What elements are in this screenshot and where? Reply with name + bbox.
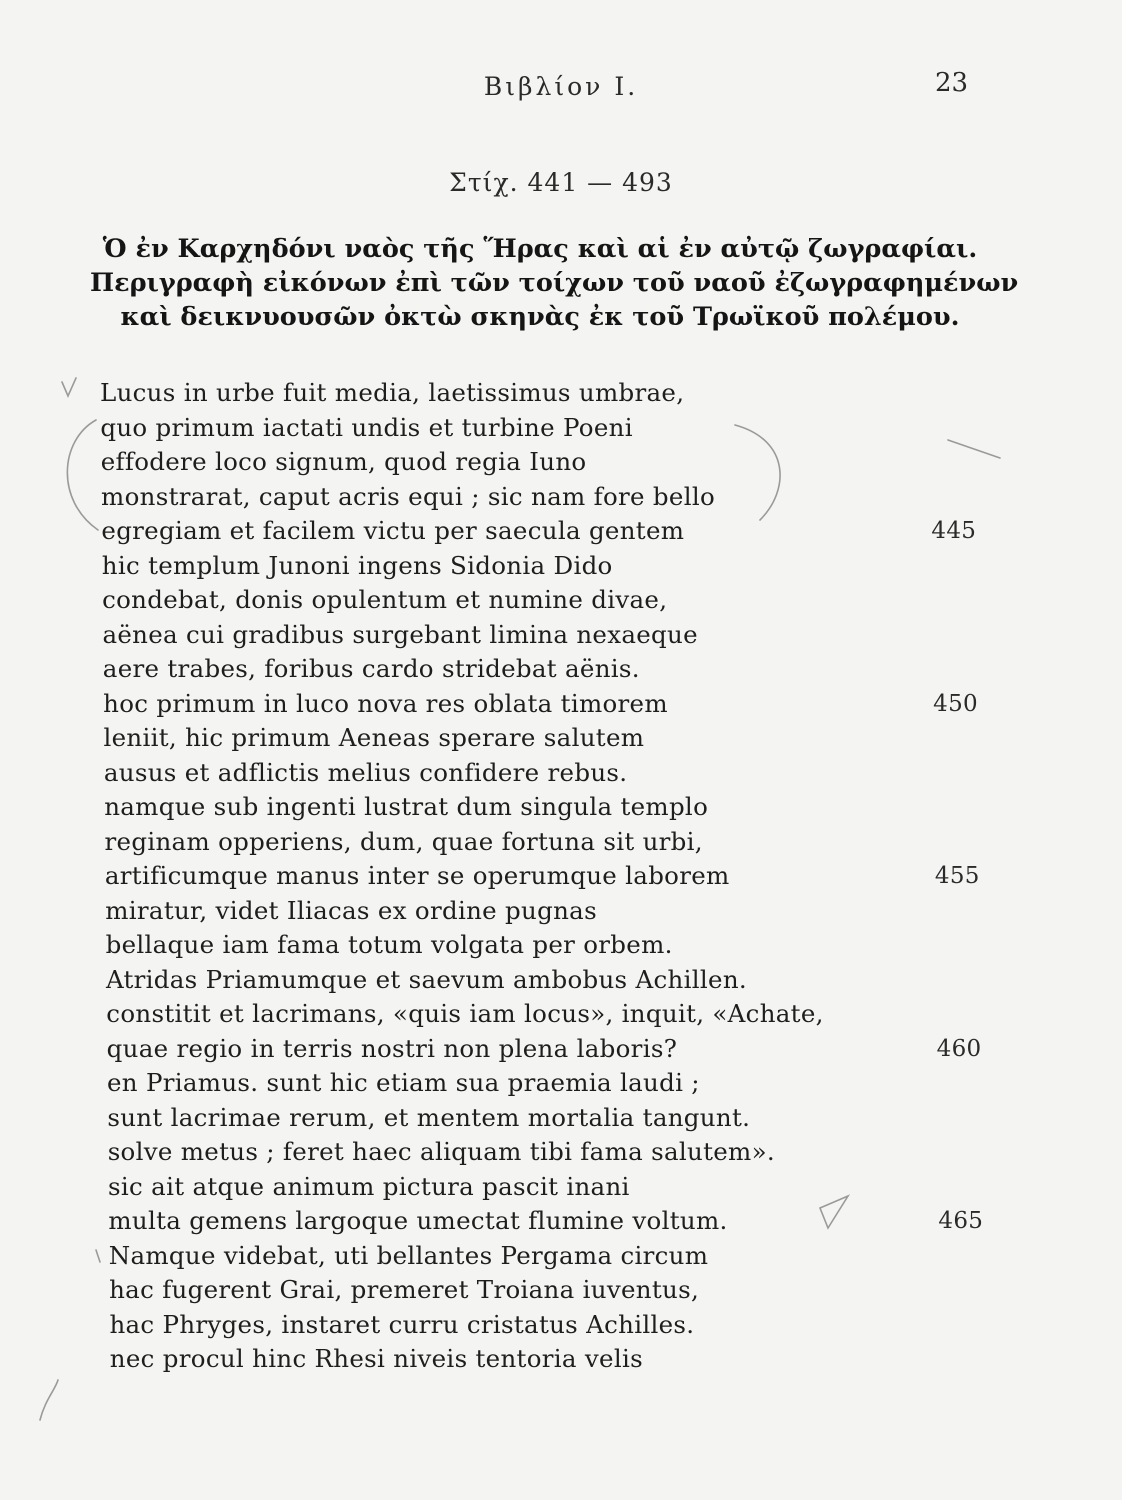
verse-line — [106, 997, 1020, 1032]
margin-check-mark — [62, 378, 76, 396]
line-number: 465 — [938, 1208, 984, 1234]
bracket-curve-left — [67, 420, 98, 530]
verse-line — [107, 1101, 1020, 1136]
verse-text: hic templum Junoni ingens Sidonia Dido — [101, 550, 613, 580]
verse-line — [104, 790, 1020, 825]
verse-line — [108, 1135, 1020, 1170]
verse-line — [105, 825, 1020, 860]
verse-line — [106, 928, 1020, 963]
verse-text: constitit et lacrimans, «quis iam locus», inquit, «Achate, — [106, 999, 824, 1028]
poem-text — [100, 376, 1020, 1377]
verse-line — [109, 1308, 1020, 1343]
verse-line — [100, 376, 1020, 411]
verse-line — [100, 411, 1020, 446]
heading-line: Περιγραφὴ εἰκόνων ἐπὶ τῶν τοίχων τοῦ ναοῦ ἐζωγραφημένων — [90, 268, 1019, 298]
verse-line — [103, 652, 1020, 687]
verse-text: condebat, donis opulentum et numine divae, — [102, 585, 668, 614]
verse-text: Namque videbat, uti bellantes Pergama circum — [108, 1240, 709, 1270]
verse-text: ausus et adflictis melius confidere rebus. — [103, 757, 628, 787]
verse-line — [101, 514, 1020, 549]
verse-text: en Priamus. sunt hic etiam sua praemia laudi ; — [107, 1068, 700, 1097]
verse-line — [108, 1170, 1020, 1205]
verse-line — [103, 687, 1020, 722]
section-heading — [90, 232, 1019, 334]
verse-line — [108, 1204, 1020, 1239]
verse-text: miratur, videt Iliacas ex ordine pugnas — [105, 895, 597, 925]
verse-line — [102, 583, 1020, 618]
verse-text: multa gemens largoque umectat flumine voltum. — [108, 1206, 728, 1235]
verse-line — [102, 549, 1020, 584]
verse-range: Στίχ. 441 — 493 — [449, 168, 673, 197]
verse-text: leniit, hic primum Aeneas sperare salutem — [103, 723, 645, 752]
line-number: 460 — [936, 1035, 982, 1062]
heading-line: καὶ δεικνυουσῶν ὀκτὼ σκηνὰς ἐκ τοῦ Τρωϊκοῦ πολέμου. — [120, 302, 960, 332]
verse-text: bellaque iam fama totum volgata per orbem. — [105, 930, 673, 959]
verse-text: Lucus in urbe fuit media, laetissimus umbrae, — [100, 378, 685, 407]
verse-line — [107, 1066, 1020, 1101]
verse-text: effodere loco signum, quod regia Iuno — [100, 447, 587, 476]
verse-text: quae regio in terris nostri non plena laboris? — [106, 1033, 678, 1063]
verse-line — [110, 1342, 1020, 1377]
verse-line — [105, 859, 1020, 894]
verse-text: sic ait atque animum pictura pascit inani — [108, 1171, 630, 1201]
verse-text: namque sub ingenti lustrat dum singula templo — [104, 792, 709, 821]
verse-text: Atridas Priamumque et saevum ambobus Achillen. — [105, 964, 747, 994]
verse-text: hoc primum in luco nova res oblata timorem — [103, 688, 668, 718]
verse-line — [101, 480, 1020, 515]
verse-line — [109, 1239, 1020, 1274]
verse-text: sunt lacrimae rerum, et mentem mortalia tangunt. — [107, 1102, 751, 1132]
running-title: Βιβλίον Ι. — [483, 72, 639, 101]
verse-text: reginam opperiens, dum, quae fortuna sit urbi, — [104, 826, 703, 856]
verse-text: solve metus ; feret haec aliquam tibi fama salutem». — [107, 1137, 775, 1166]
verse-text: monstrarat, caput acris equi ; sic nam fore bello — [101, 481, 716, 511]
verse-text: nec procul hinc Rhesi niveis tentoria velis — [109, 1344, 643, 1373]
page-number: 23 — [935, 68, 969, 98]
verse-line — [105, 894, 1020, 929]
line-number: 455 — [934, 863, 980, 889]
verse-line — [107, 1032, 1020, 1067]
verse-line — [104, 721, 1021, 756]
verse-line — [106, 963, 1020, 998]
verse-text: egregiam et facilem victu per saecula gentem — [101, 516, 685, 545]
verse-text: aënea cui gradibus surgebant limina nexaeque — [102, 619, 698, 649]
verse-line — [101, 445, 1020, 480]
verse-text: artificumque manus inter se operumque laborem — [104, 861, 730, 890]
heading-line: Ὁ ἐν Καρχηδόνι ναὸς τῆς Ἥρας καὶ αἱ ἐν αὐτῷ ζωγραφίαι. — [102, 234, 978, 264]
verse-line — [109, 1273, 1020, 1308]
verse-text: aere trabes, foribus cardo stridebat aënis. — [102, 654, 640, 683]
margin-scribble — [40, 1380, 58, 1420]
verse-text: quo primum iactati undis et turbine Poeni — [100, 412, 633, 442]
line-number: 450 — [933, 690, 978, 717]
verse-text: hac Phryges, instaret curru cristatus Achilles. — [109, 1309, 695, 1339]
verse-text: hac fugerent Grai, premeret Troiana iuventus, — [109, 1275, 700, 1304]
verse-line — [104, 756, 1020, 791]
line-number: 445 — [931, 518, 977, 544]
verse-line — [102, 618, 1020, 653]
